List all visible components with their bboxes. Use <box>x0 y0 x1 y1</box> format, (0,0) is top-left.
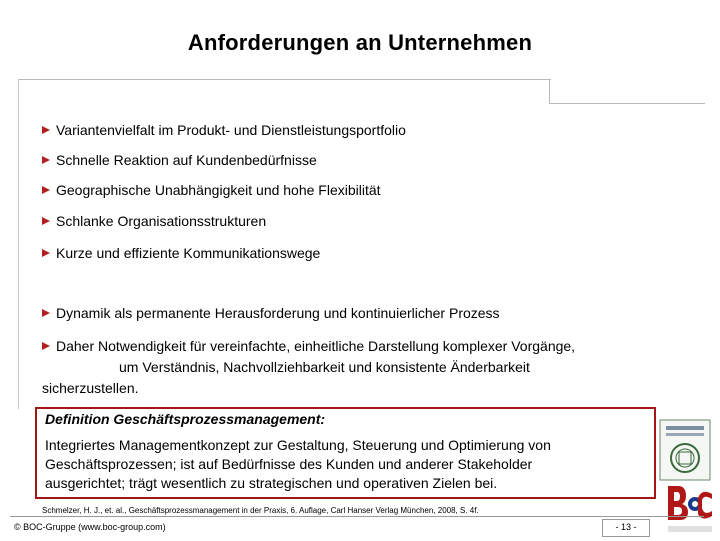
bullet-text: sicherzustellen. <box>42 380 139 396</box>
bullet-item <box>42 151 317 169</box>
frame-divider <box>18 79 19 409</box>
bullet-text: Dynamik als permanente Herausforderung und kontinuierlicher Prozess <box>56 305 500 321</box>
bullet-item <box>42 244 320 262</box>
bullet-text: Daher Notwendigkeit für vereinfachte, einheitliche Darstellung komplexer Vorgänge, <box>56 338 576 354</box>
bullet-text: Schlanke Organisationsstrukturen <box>56 213 267 229</box>
definition-line: ausgerichtet; trägt wesentlich zu strategischen und operativen Zielen bei. <box>45 475 498 491</box>
bullet-arrow-icon <box>42 309 50 317</box>
bullet-item <box>42 121 406 139</box>
bullet-arrow-icon <box>42 186 50 194</box>
bullet-item <box>42 181 381 199</box>
definition-text <box>45 436 645 493</box>
bullet-arrow-icon <box>42 342 50 350</box>
frame-divider <box>549 79 550 103</box>
content-frame <box>18 79 551 104</box>
bullet-arrow-icon <box>42 217 50 225</box>
definition-line: Integriertes Managementkonzept zur Gestaltung, Steuerung und Optimierung von <box>45 437 551 453</box>
definition-heading: Definition Geschäftsprozessmanagement: <box>45 411 326 427</box>
bullet-text: Kurze und effiziente Kommunikationswege <box>56 245 321 261</box>
bullet-text: Schnelle Reaktion auf Kundenbedürfnisse <box>56 152 317 168</box>
bullet-item-multiline <box>42 336 682 399</box>
footer-divider <box>10 516 704 517</box>
bullet-text: Variantenvielfalt im Produkt- und Dienstleistungsportfolio <box>56 122 406 138</box>
university-logo <box>658 418 712 482</box>
citation: Schmelzer, H. J., et. al., Geschäftsprozessmanagement in der Praxis, 6. Auflage, Carl Hanser Verlag München, 2008, S. 4f. <box>42 506 479 515</box>
footer-copyright: © BOC-Gruppe (www.boc-group.com) <box>14 522 166 532</box>
bullet-arrow-icon <box>42 249 50 257</box>
bullet-item <box>42 304 500 322</box>
definition-line: Geschäftsprozessen; ist auf Bedürfnisse des Kunden und anderer Stakeholder <box>45 456 533 472</box>
bullet-arrow-icon <box>42 126 50 134</box>
slide-title: Anforderungen an Unternehmen <box>187 30 533 55</box>
bullet-item <box>42 212 266 230</box>
bullet-arrow-icon <box>42 156 50 164</box>
frame-divider <box>549 103 705 104</box>
definition-box <box>35 407 656 499</box>
bullet-text: Geographische Unabhängigkeit und hohe Flexibilität <box>56 182 381 198</box>
page-number: - 13 - <box>602 519 650 537</box>
bullet-text: um Verständnis, Nachvollziehbarkeit und konsistente Änderbarkeit <box>119 359 530 375</box>
boc-logo <box>662 480 714 536</box>
